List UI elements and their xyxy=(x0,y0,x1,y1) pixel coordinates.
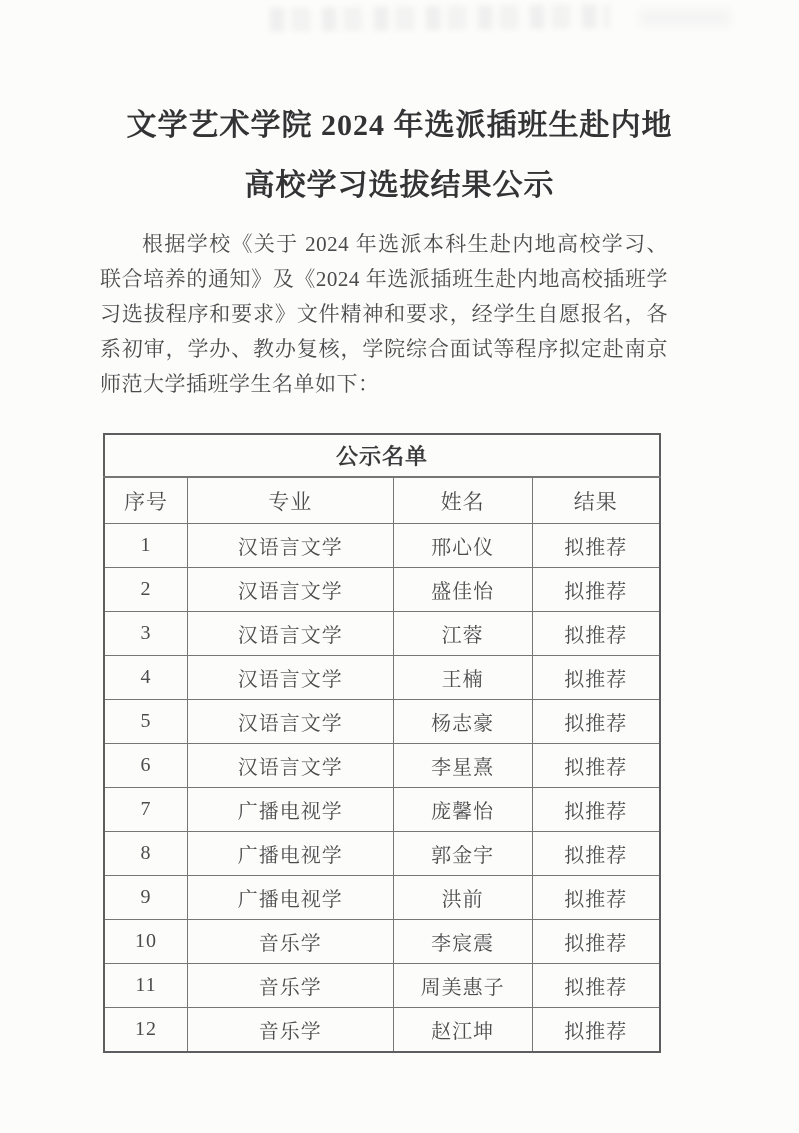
cell-name: 江蓉 xyxy=(393,612,532,656)
cell-index: 1 xyxy=(104,524,187,568)
cell-index: 12 xyxy=(104,1008,187,1053)
header-cell-result: 结果 xyxy=(532,477,660,524)
document-title xyxy=(0,96,799,216)
cell-major: 音乐学 xyxy=(187,964,393,1008)
cell-major: 汉语言文学 xyxy=(187,700,393,744)
cell-name: 盛佳怡 xyxy=(393,568,532,612)
cell-major: 广播电视学 xyxy=(187,788,393,832)
cell-major: 广播电视学 xyxy=(187,832,393,876)
header-cell-name: 姓名 xyxy=(393,477,532,524)
table-row xyxy=(104,964,660,1008)
table-row xyxy=(104,656,660,700)
cell-name: 郭金宇 xyxy=(393,832,532,876)
cell-major: 音乐学 xyxy=(187,1008,393,1053)
table-caption: 公示名单 xyxy=(104,434,660,477)
table-row xyxy=(104,832,660,876)
cell-index: 9 xyxy=(104,876,187,920)
cell-index: 11 xyxy=(104,964,187,1008)
cell-major: 汉语言文学 xyxy=(187,744,393,788)
cell-major: 汉语言文学 xyxy=(187,656,393,700)
cell-index: 8 xyxy=(104,832,187,876)
cell-name: 周美惠子 xyxy=(393,964,532,1008)
table-row xyxy=(104,568,660,612)
table-row xyxy=(104,788,660,832)
intro-paragraph: 根据学校《关于 2024 年选派本科生赴内地高校学习、联合培养的通知》及《2024 年选派插班生赴内地高校插班学习选拔程序和要求》文件精神和要求，经学生自愿报名，各系初审，学办、教办复核，学院综合面试等程序拟定赴南京师范大学插班学生名单如下： xyxy=(100,232,668,396)
scan-bleedthrough-artifact xyxy=(270,4,610,32)
cell-name: 邢心仪 xyxy=(393,524,532,568)
table-header-row xyxy=(104,477,660,524)
header-cell-index: 序号 xyxy=(104,477,187,524)
cell-result: 拟推荐 xyxy=(532,920,660,964)
cell-result: 拟推荐 xyxy=(532,744,660,788)
cell-result: 拟推荐 xyxy=(532,964,660,1008)
cell-major: 汉语言文学 xyxy=(187,568,393,612)
table-caption-row xyxy=(104,434,660,477)
cell-name: 李星熹 xyxy=(393,744,532,788)
cell-major: 音乐学 xyxy=(187,920,393,964)
cell-result: 拟推荐 xyxy=(532,832,660,876)
cell-index: 2 xyxy=(104,568,187,612)
cell-index: 10 xyxy=(104,920,187,964)
cell-major: 广播电视学 xyxy=(187,876,393,920)
cell-name: 洪前 xyxy=(393,876,532,920)
cell-name: 庞馨怡 xyxy=(393,788,532,832)
cell-name: 王楠 xyxy=(393,656,532,700)
cell-name: 李宸震 xyxy=(393,920,532,964)
cell-result: 拟推荐 xyxy=(532,568,660,612)
cell-name: 赵江坤 xyxy=(393,1008,532,1053)
scan-smudge-artifact xyxy=(640,10,730,26)
table-row xyxy=(104,1008,660,1053)
table-row xyxy=(104,700,660,744)
cell-major: 汉语言文学 xyxy=(187,612,393,656)
cell-result: 拟推荐 xyxy=(532,656,660,700)
table-row xyxy=(104,876,660,920)
cell-result: 拟推荐 xyxy=(532,612,660,656)
cell-name: 杨志豪 xyxy=(393,700,532,744)
roster-table xyxy=(103,433,661,1053)
document-title-line1: 文学艺术学院 2024 年选派插班生赴内地 xyxy=(126,109,673,142)
cell-result: 拟推荐 xyxy=(532,700,660,744)
cell-index: 7 xyxy=(104,788,187,832)
document-title-line2: 高校学习选拔结果公示 xyxy=(244,169,555,202)
cell-index: 4 xyxy=(104,656,187,700)
header-cell-major: 专业 xyxy=(187,477,393,524)
cell-result: 拟推荐 xyxy=(532,788,660,832)
table-row xyxy=(104,524,660,568)
cell-index: 3 xyxy=(104,612,187,656)
table-row xyxy=(104,744,660,788)
cell-index: 5 xyxy=(104,700,187,744)
table-row xyxy=(104,612,660,656)
cell-major: 汉语言文学 xyxy=(187,524,393,568)
cell-index: 6 xyxy=(104,744,187,788)
cell-result: 拟推荐 xyxy=(532,1008,660,1053)
cell-result: 拟推荐 xyxy=(532,876,660,920)
cell-result: 拟推荐 xyxy=(532,524,660,568)
table-row xyxy=(104,920,660,964)
